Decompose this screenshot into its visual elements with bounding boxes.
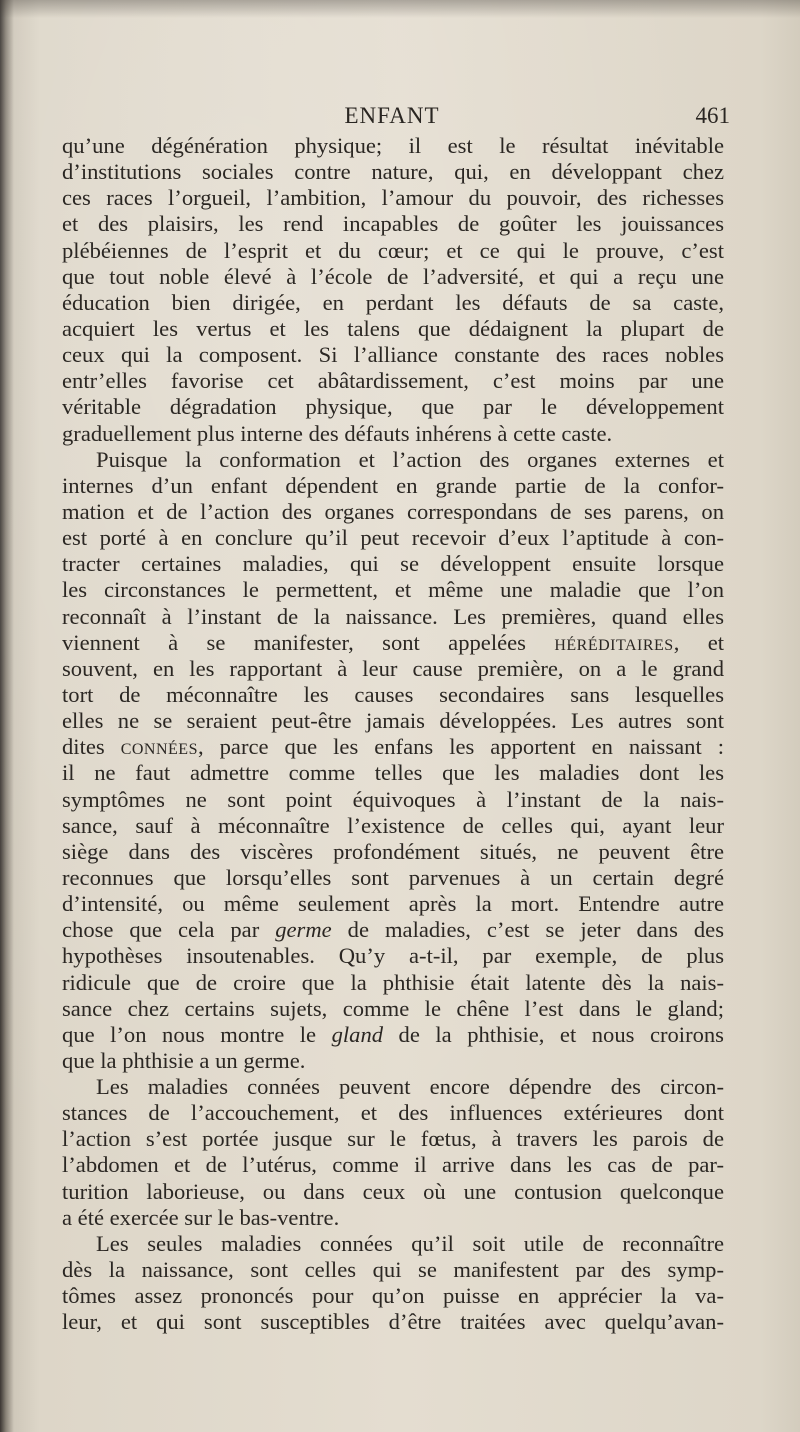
- text-segment: chose que cela par: [62, 917, 260, 943]
- text-segment: , parce que les enfans les apportent en naissant :: [197, 734, 724, 760]
- text-line: sance chez certains sujets, comme le chêne l’est dans le gland;: [62, 995, 724, 1021]
- text-line: graduellement plus interne des défauts inhérens à cette caste.: [62, 420, 613, 446]
- text-segment: que l’on nous montre le: [62, 1021, 317, 1047]
- text-line: sance, sauf à méconnaître l’existence de celles qui, ayant leur: [62, 812, 724, 838]
- text-line: elles ne se seraient peut-être jamais développées. Les autres sont: [62, 708, 724, 734]
- text-line: reconnues que lorsqu’elles sont parvenues à un certain degré: [62, 864, 724, 890]
- text-line: qu’une dégénération physique; il est le résultat inévitable: [62, 133, 724, 158]
- page-number: 461: [695, 103, 730, 128]
- text-segment: viennent à se manifester, sont appelées: [62, 629, 526, 655]
- text-line: a été exercée sur le bas-ventre.: [62, 1204, 340, 1230]
- text-line: d’institutions sociales contre nature, qui, en développant chez: [62, 159, 724, 185]
- text-line: et des plaisirs, les rend incapables de goûter les jouissances: [62, 211, 724, 237]
- text-line: [62, 630, 724, 656]
- page-edge-shadow: [0, 0, 800, 18]
- text-segment: , et: [673, 629, 724, 655]
- term-connees: connées: [120, 734, 198, 760]
- text-line: souvent, en les rapportant à leur cause première, on a le grand: [62, 655, 724, 681]
- text-segment: dites: [62, 734, 105, 760]
- text-line: dès la naissance, sont celles qui se manifestent par des symp-: [62, 1257, 724, 1283]
- text-line: entr’elles favorise cet abâtardissement, c’est moins par une: [62, 368, 724, 394]
- text-line: Les maladies connées peuvent encore dépendre des circon-: [96, 1074, 724, 1100]
- text-line: ceux qui la composent. Si l’alliance constante des races nobles: [62, 342, 724, 368]
- text-line: turition laborieuse, ou dans ceux où une contusion quelconque: [62, 1178, 724, 1204]
- text-segment: de maladies, c’est se jeter dans des: [331, 917, 724, 943]
- text-line: siège dans des viscères profondément situés, ne peuvent être: [62, 838, 724, 864]
- text-line: Puisque la conformation et l’action des organes externes et: [96, 446, 724, 472]
- text-line: les circonstances le permettent, et même une maladie que l’on: [62, 577, 724, 603]
- text-line: est porté à en conclure qu’il peut recevoir d’eux l’aptitude à con-: [62, 525, 724, 551]
- text-line: hypothèses insoutenables. Qu’y a-t-il, par exemple, de plus: [62, 943, 724, 969]
- text-line: véritable dégradation physique, que par le développement: [62, 394, 724, 420]
- text-line: que tout noble élevé à l’école de l’adversité, et qui a reçu une: [62, 263, 724, 289]
- text-line: il ne faut admettre comme telles que les maladies dont les: [62, 760, 724, 786]
- text-line: tômes assez prononcés pour qu’on puisse en apprécier la va-: [62, 1283, 724, 1309]
- text-line: reconnaît à l’instant de la naissance. Les premières, quand elles: [62, 603, 724, 629]
- text-line: [62, 734, 724, 760]
- text-line: que la phthisie a un germe.: [62, 1047, 306, 1073]
- page-header: [62, 103, 730, 133]
- text-line: [62, 917, 724, 943]
- text-line: acquiert les vertus et les talens que dédaignent la plupart de: [62, 315, 724, 341]
- text-line: ces races l’orgueil, l’ambition, l’amour du pouvoir, des richesses: [62, 185, 724, 211]
- text-line: ridicule que de croire que la phthisie était latente dès la nais-: [62, 969, 724, 995]
- text-line: tort de méconnaître les causes secondaires sans lesquelles: [62, 681, 724, 707]
- term-germe: germe: [275, 917, 332, 943]
- text-line: [62, 1022, 724, 1048]
- text-line: Les seules maladies connées qu’il soit utile de reconnaître: [96, 1230, 724, 1256]
- term-gland: gland: [331, 1021, 384, 1047]
- term-hereditaires: héréditaires: [554, 629, 674, 655]
- text-line: tracter certaines maladies, qui se développent ensuite lorsque: [62, 551, 724, 577]
- text-line: symptômes ne sont point équivoques à l’instant de la nais-: [62, 786, 724, 812]
- running-title: ENFANT: [344, 103, 440, 128]
- text-line: l’action s’est portée jusque sur le fœtus, à travers les parois de: [62, 1126, 724, 1152]
- text-line: internes d’un enfant dépendent en grande partie de la confor-: [62, 472, 724, 498]
- text-line: stances de l’accouchement, et des influences extérieures dont: [62, 1100, 724, 1126]
- text-line: leur, et qui sont susceptibles d’être traitées avec quelqu’avan-: [62, 1309, 724, 1335]
- text-line: mation et de l’action des organes correspondans de ses parens, on: [62, 498, 724, 524]
- text-line: plébéiennes de l’esprit et du cœur; et ce qui le prouve, c’est: [62, 237, 724, 263]
- text-line: éducation bien dirigée, en perdant les défauts de sa caste,: [62, 289, 724, 315]
- text-segment: de la phthisie, et nous croirons: [383, 1021, 724, 1047]
- body-text: [62, 133, 724, 1335]
- text-line: d’intensité, ou même seulement après la mort. Entendre autre: [62, 891, 724, 917]
- text-line: l’abdomen et de l’utérus, comme il arrive dans les cas de par-: [62, 1152, 724, 1178]
